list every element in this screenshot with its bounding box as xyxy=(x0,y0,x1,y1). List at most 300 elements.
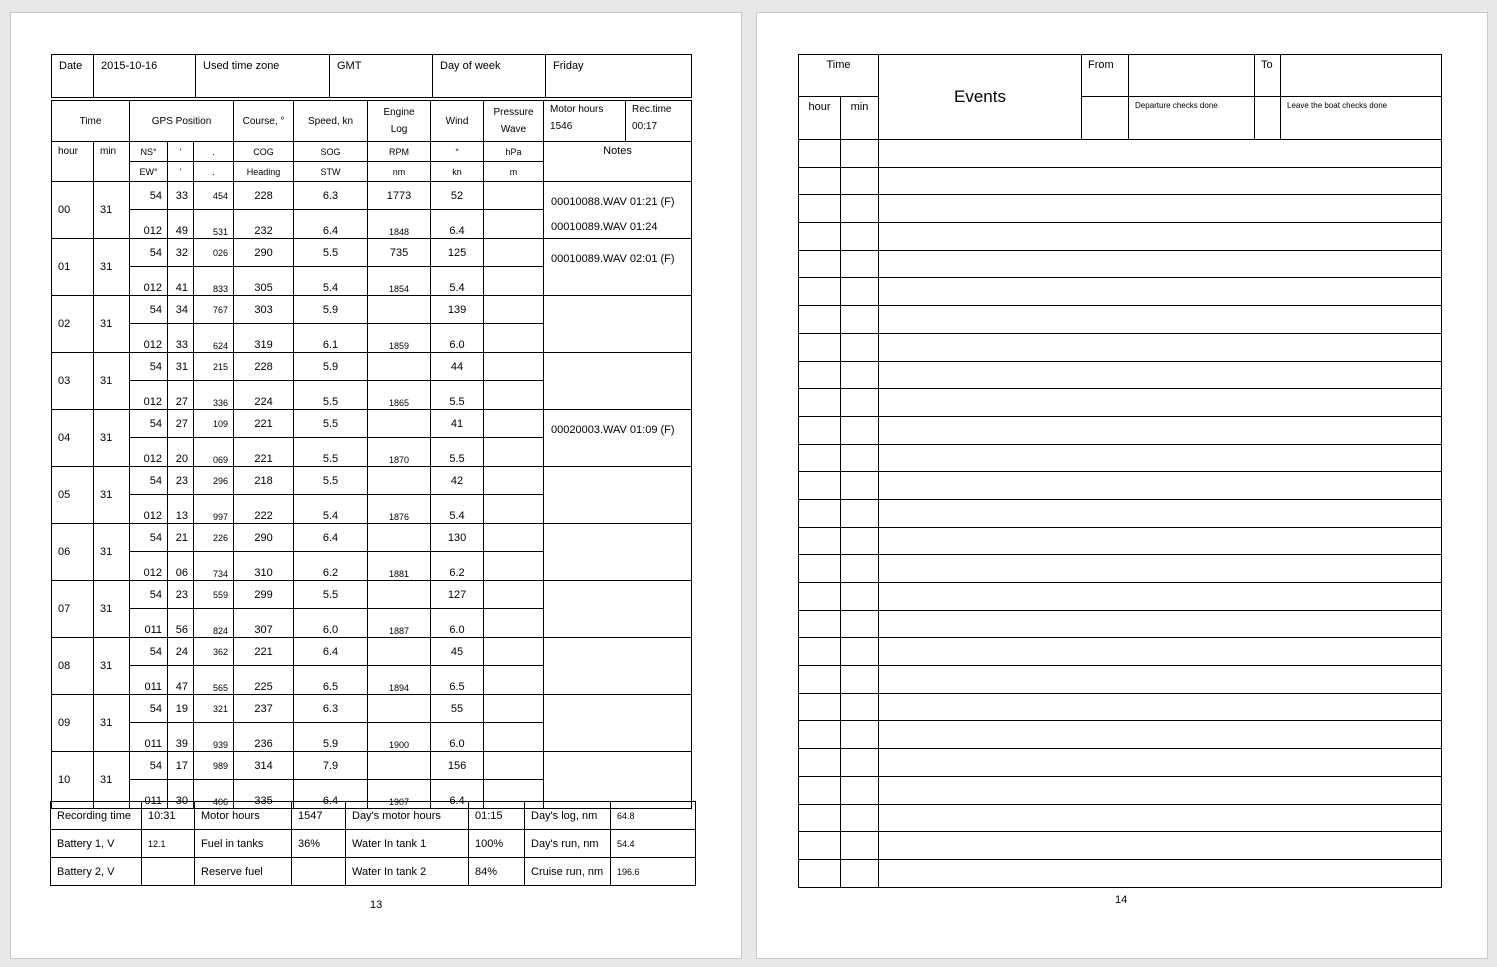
stw-cell: 5.4 xyxy=(294,495,368,524)
pressure-header xyxy=(484,101,544,142)
motor-hours-header xyxy=(544,101,626,142)
event-min-cell[interactable] xyxy=(841,555,879,583)
note-cell xyxy=(544,638,692,695)
hour-cell: 01 xyxy=(52,239,94,296)
lat-min-cell: 32 xyxy=(168,239,194,267)
event-text-cell[interactable] xyxy=(879,666,1442,694)
lat-min-cell: 27 xyxy=(168,410,194,438)
rec-time-label: Rec.time xyxy=(632,104,672,115)
heading-cell: 221 xyxy=(234,438,294,467)
event-hour-cell[interactable] xyxy=(799,472,841,500)
event-row xyxy=(799,195,1442,223)
sog-cell: 5.9 xyxy=(294,353,368,381)
wind-dir-cell: 156 xyxy=(431,752,484,780)
motor-hours-label: Motor hours xyxy=(550,104,604,115)
event-text-cell[interactable] xyxy=(879,499,1442,527)
wind-header: Wind xyxy=(431,101,484,142)
min-cell: 31 xyxy=(94,695,130,752)
wind-dir-cell: 41 xyxy=(431,410,484,438)
stw-cell: 6.5 xyxy=(294,666,368,695)
notes-header: Notes xyxy=(544,142,692,182)
event-row xyxy=(799,472,1442,500)
log-cell: 1865 xyxy=(368,381,431,410)
lat-min-header: ' xyxy=(168,142,194,162)
lat-min-cell: 19 xyxy=(168,695,194,723)
event-text-cell[interactable] xyxy=(879,555,1442,583)
leave-checks-label: Leave the boat checks done xyxy=(1281,97,1442,140)
event-row xyxy=(799,666,1442,694)
min-cell: 31 xyxy=(94,296,130,353)
table-row xyxy=(52,581,692,609)
lon-min-cell: 49 xyxy=(168,210,194,239)
event-text-cell[interactable] xyxy=(879,721,1442,749)
rpm-cell xyxy=(368,695,431,723)
event-min-cell[interactable] xyxy=(841,389,879,417)
table-row xyxy=(52,353,692,381)
event-hour-cell[interactable] xyxy=(799,333,841,361)
nm-header: nm xyxy=(368,162,431,182)
event-text-cell[interactable] xyxy=(879,527,1442,555)
wind-dir-header: ° xyxy=(431,142,484,162)
pressure-cell xyxy=(484,296,544,324)
lon-min-cell: 06 xyxy=(168,552,194,581)
lat-dec-cell: 296 xyxy=(194,467,234,495)
min-cell: 31 xyxy=(94,410,130,467)
speed-header: Speed, kn xyxy=(294,101,368,142)
cog-cell: 237 xyxy=(234,695,294,723)
lon-min-cell: 20 xyxy=(168,438,194,467)
ns-header: NS° xyxy=(130,142,168,162)
rpm-cell xyxy=(368,524,431,552)
stw-cell: 5.5 xyxy=(294,381,368,410)
note-cell xyxy=(544,695,692,752)
battery-2-label: Battery 2, V xyxy=(51,858,142,886)
wind-dir-cell: 127 xyxy=(431,581,484,609)
cog-cell: 221 xyxy=(234,638,294,666)
event-hour-cell[interactable] xyxy=(799,416,841,444)
date-value: 2015-10-16 xyxy=(94,55,196,98)
lat-min-cell: 17 xyxy=(168,752,194,780)
log-table xyxy=(51,100,692,809)
water-tank-1-value: 100% xyxy=(469,830,525,858)
reserve-fuel-value xyxy=(292,858,346,886)
leave-checkbox[interactable] xyxy=(1255,97,1281,140)
lat-min-cell: 24 xyxy=(168,638,194,666)
event-hour-cell[interactable] xyxy=(799,306,841,334)
event-min-cell[interactable] xyxy=(841,721,879,749)
cog-cell: 218 xyxy=(234,467,294,495)
engine-header xyxy=(368,101,431,142)
wave-cell xyxy=(484,267,544,296)
log-cell: 1894 xyxy=(368,666,431,695)
event-min-cell[interactable] xyxy=(841,167,879,195)
lat-deg-cell: 54 xyxy=(130,467,168,495)
lon-dec-cell: 565 xyxy=(194,666,234,695)
lat-deg-cell: 54 xyxy=(130,239,168,267)
event-min-cell[interactable] xyxy=(841,278,879,306)
event-text-cell[interactable] xyxy=(879,776,1442,804)
heading-cell: 310 xyxy=(234,552,294,581)
event-hour-cell[interactable] xyxy=(799,859,841,887)
lon-min-cell: 47 xyxy=(168,666,194,695)
min-cell: 31 xyxy=(94,752,130,809)
wind-dir-cell: 52 xyxy=(431,182,484,210)
lon-deg-cell: 011 xyxy=(130,609,168,638)
event-hour-cell[interactable] xyxy=(799,167,841,195)
ew-header: EW° xyxy=(130,162,168,182)
log-cell: 1870 xyxy=(368,438,431,467)
min-cell: 31 xyxy=(94,182,130,239)
lat-deg-cell: 54 xyxy=(130,695,168,723)
rpm-cell xyxy=(368,410,431,438)
stw-cell: 6.4 xyxy=(294,780,368,809)
sog-cell: 5.9 xyxy=(294,296,368,324)
lon-dec-cell: 939 xyxy=(194,723,234,752)
event-hour-cell[interactable] xyxy=(799,721,841,749)
event-row xyxy=(799,527,1442,555)
note-line-1: 00010089.WAV 02:01 (F) xyxy=(551,253,675,265)
note-cell xyxy=(544,467,692,524)
log-cell: 1881 xyxy=(368,552,431,581)
event-row xyxy=(799,749,1442,777)
hour-cell: 08 xyxy=(52,638,94,695)
lon-min-cell: 41 xyxy=(168,267,194,296)
lon-min-cell: 30 xyxy=(168,780,194,809)
event-hour-cell[interactable] xyxy=(799,832,841,860)
table-row xyxy=(52,182,692,210)
event-text-cell[interactable] xyxy=(879,693,1442,721)
min-cell: 31 xyxy=(94,239,130,296)
departure-checkbox[interactable] xyxy=(1082,97,1129,140)
event-row xyxy=(799,804,1442,832)
log-cell: 1854 xyxy=(368,267,431,296)
event-hour-cell[interactable] xyxy=(799,361,841,389)
event-hour-cell[interactable] xyxy=(799,250,841,278)
lat-deg-cell: 54 xyxy=(130,638,168,666)
cruise-run-value: 196.6 xyxy=(611,858,696,886)
event-min-cell[interactable] xyxy=(841,416,879,444)
event-min-cell[interactable] xyxy=(841,499,879,527)
event-text-cell[interactable] xyxy=(879,140,1442,168)
cog-header: COG xyxy=(234,142,294,162)
events-title: Events xyxy=(879,55,1082,140)
from-field[interactable] xyxy=(1129,55,1255,97)
sog-cell: 6.3 xyxy=(294,182,368,210)
event-min-cell[interactable] xyxy=(841,859,879,887)
water-tank-2-label: Water In tank 2 xyxy=(346,858,469,886)
cog-cell: 290 xyxy=(234,239,294,267)
event-row xyxy=(799,499,1442,527)
pressure-cell xyxy=(484,410,544,438)
battery-2-value xyxy=(142,858,195,886)
log-cell: 1848 xyxy=(368,210,431,239)
sog-cell: 5.5 xyxy=(294,239,368,267)
departure-checks-label: Departure checks done xyxy=(1129,97,1255,140)
event-hour-cell[interactable] xyxy=(799,195,841,223)
min-cell: 31 xyxy=(94,524,130,581)
from-label: From xyxy=(1082,55,1129,97)
event-min-cell[interactable] xyxy=(841,223,879,251)
event-row xyxy=(799,361,1442,389)
lat-dec-cell: 454 xyxy=(194,182,234,210)
sog-header: SOG xyxy=(294,142,368,162)
event-hour-cell[interactable] xyxy=(799,804,841,832)
event-row xyxy=(799,610,1442,638)
event-hour-cell[interactable] xyxy=(799,555,841,583)
event-hour-cell[interactable] xyxy=(799,693,841,721)
stw-cell: 5.5 xyxy=(294,438,368,467)
hour-cell: 03 xyxy=(52,353,94,410)
cog-cell: 314 xyxy=(234,752,294,780)
event-text-cell[interactable] xyxy=(879,804,1442,832)
lat-deg-cell: 54 xyxy=(130,752,168,780)
motor-hours-value: 1546 xyxy=(550,121,573,132)
event-hour-cell[interactable] xyxy=(799,444,841,472)
wind-kn-cell: 6.5 xyxy=(431,666,484,695)
event-text-cell[interactable] xyxy=(879,223,1442,251)
wave-cell xyxy=(484,210,544,239)
event-hour-cell[interactable] xyxy=(799,527,841,555)
event-min-cell[interactable] xyxy=(841,832,879,860)
hour-cell: 05 xyxy=(52,467,94,524)
wave-cell xyxy=(484,495,544,524)
lon-min-cell: 33 xyxy=(168,324,194,353)
event-row xyxy=(799,693,1442,721)
lon-min-cell: 13 xyxy=(168,495,194,524)
table-row xyxy=(52,239,692,267)
pressure-cell xyxy=(484,239,544,267)
event-min-cell[interactable] xyxy=(841,472,879,500)
pressure-cell xyxy=(484,524,544,552)
days-run-value: 54.4 xyxy=(611,830,696,858)
event-min-cell[interactable] xyxy=(841,666,879,694)
course-header: Course, ° xyxy=(234,101,294,142)
wave-cell xyxy=(484,609,544,638)
wind-kn-cell: 6.0 xyxy=(431,723,484,752)
event-min-cell[interactable] xyxy=(841,361,879,389)
lon-deg-cell: 012 xyxy=(130,552,168,581)
lon-deg-cell: 012 xyxy=(130,381,168,410)
lat-min-cell: 23 xyxy=(168,581,194,609)
event-min-cell[interactable] xyxy=(841,140,879,168)
lon-min-cell: 27 xyxy=(168,381,194,410)
hour-cell: 09 xyxy=(52,695,94,752)
min-cell: 31 xyxy=(94,638,130,695)
cog-cell: 228 xyxy=(234,182,294,210)
log-header-table xyxy=(51,54,692,98)
reserve-fuel-label: Reserve fuel xyxy=(195,858,292,886)
events-min-header: min xyxy=(841,97,879,140)
lon-min-cell: 39 xyxy=(168,723,194,752)
lat-deg-cell: 54 xyxy=(130,410,168,438)
pressure-cell xyxy=(484,182,544,210)
rpm-cell xyxy=(368,752,431,780)
table-row xyxy=(52,410,692,438)
days-log-value: 64.8 xyxy=(611,802,696,830)
event-hour-cell[interactable] xyxy=(799,389,841,417)
event-min-cell[interactable] xyxy=(841,583,879,611)
lon-deg-cell: 011 xyxy=(130,666,168,695)
wind-kn-cell: 5.5 xyxy=(431,438,484,467)
pressure-cell xyxy=(484,353,544,381)
event-text-cell[interactable] xyxy=(879,859,1442,887)
rpm-cell: 1773 xyxy=(368,182,431,210)
cog-cell: 303 xyxy=(234,296,294,324)
rpm-cell xyxy=(368,581,431,609)
event-hour-cell[interactable] xyxy=(799,638,841,666)
event-min-cell[interactable] xyxy=(841,804,879,832)
event-text-cell[interactable] xyxy=(879,389,1442,417)
event-text-cell[interactable] xyxy=(879,250,1442,278)
event-text-cell[interactable] xyxy=(879,444,1442,472)
event-row xyxy=(799,776,1442,804)
table-row xyxy=(52,467,692,495)
event-hour-cell[interactable] xyxy=(799,610,841,638)
event-row xyxy=(799,140,1442,168)
events-table xyxy=(798,54,1442,888)
event-min-cell[interactable] xyxy=(841,195,879,223)
recording-time-value: 10:31 xyxy=(142,802,195,830)
event-row xyxy=(799,250,1442,278)
wind-kn-cell: 5.4 xyxy=(431,267,484,296)
sog-cell: 6.3 xyxy=(294,695,368,723)
pressure-cell xyxy=(484,581,544,609)
wind-kn-cell: 6.4 xyxy=(431,210,484,239)
lat-dec-cell: 321 xyxy=(194,695,234,723)
note-line-2: 00010089.WAV 01:24 xyxy=(551,221,658,233)
heading-cell: 225 xyxy=(234,666,294,695)
engine-label: Engine xyxy=(383,107,415,118)
lon-deg-cell: 011 xyxy=(130,780,168,809)
note-line-1: 00010088.WAV 01:21 (F) xyxy=(551,196,675,208)
wind-kn-cell: 5.5 xyxy=(431,381,484,410)
event-min-cell[interactable] xyxy=(841,527,879,555)
event-min-cell[interactable] xyxy=(841,610,879,638)
heading-cell: 305 xyxy=(234,267,294,296)
lon-dec-cell: 624 xyxy=(194,324,234,353)
fuel-label: Fuel in tanks xyxy=(195,830,292,858)
page-number: 14 xyxy=(1115,894,1128,906)
event-min-cell[interactable] xyxy=(841,693,879,721)
pressure-cell xyxy=(484,695,544,723)
hour-header: hour xyxy=(52,142,94,182)
event-hour-cell[interactable] xyxy=(799,499,841,527)
cog-cell: 290 xyxy=(234,524,294,552)
pressure-label: Pressure xyxy=(493,107,534,118)
wave-cell xyxy=(484,381,544,410)
event-hour-cell[interactable] xyxy=(799,666,841,694)
page-13 xyxy=(10,12,742,959)
event-text-cell[interactable] xyxy=(879,749,1442,777)
to-field[interactable] xyxy=(1281,55,1442,97)
pressure-cell xyxy=(484,467,544,495)
event-min-cell[interactable] xyxy=(841,333,879,361)
stw-cell: 6.0 xyxy=(294,609,368,638)
event-hour-cell[interactable] xyxy=(799,140,841,168)
lat-dec-cell: 109 xyxy=(194,410,234,438)
wind-dir-cell: 55 xyxy=(431,695,484,723)
heading-cell: 319 xyxy=(234,324,294,353)
lat-min-cell: 21 xyxy=(168,524,194,552)
lat-deg-cell: 54 xyxy=(130,182,168,210)
hour-cell: 06 xyxy=(52,524,94,581)
event-text-cell[interactable] xyxy=(879,195,1442,223)
lon-dec-cell: 824 xyxy=(194,609,234,638)
event-text-cell[interactable] xyxy=(879,333,1442,361)
wind-dir-cell: 45 xyxy=(431,638,484,666)
event-row xyxy=(799,555,1442,583)
lon-dec-cell: 734 xyxy=(194,552,234,581)
wind-kn-cell: 6.2 xyxy=(431,552,484,581)
event-min-cell[interactable] xyxy=(841,250,879,278)
event-min-cell[interactable] xyxy=(841,444,879,472)
event-min-cell[interactable] xyxy=(841,306,879,334)
wind-kn-cell: 5.4 xyxy=(431,495,484,524)
cog-cell: 221 xyxy=(234,410,294,438)
lat-deg-cell: 54 xyxy=(130,353,168,381)
lat-dec-cell: 559 xyxy=(194,581,234,609)
event-hour-cell[interactable] xyxy=(799,278,841,306)
event-text-cell[interactable] xyxy=(879,361,1442,389)
log-cell: 1900 xyxy=(368,723,431,752)
event-text-cell[interactable] xyxy=(879,167,1442,195)
event-min-cell[interactable] xyxy=(841,638,879,666)
event-hour-cell[interactable] xyxy=(799,749,841,777)
lon-min-cell: 56 xyxy=(168,609,194,638)
sog-cell: 5.5 xyxy=(294,467,368,495)
event-text-cell[interactable] xyxy=(879,278,1442,306)
pressure-cell xyxy=(484,752,544,780)
event-text-cell[interactable] xyxy=(879,610,1442,638)
event-text-cell[interactable] xyxy=(879,638,1442,666)
lat-dec-header: . xyxy=(194,142,234,162)
event-min-cell[interactable] xyxy=(841,749,879,777)
lon-dec-cell: 531 xyxy=(194,210,234,239)
event-row xyxy=(799,306,1442,334)
cog-cell: 299 xyxy=(234,581,294,609)
hpa-header: hPa xyxy=(484,142,544,162)
event-hour-cell[interactable] xyxy=(799,583,841,611)
event-text-cell[interactable] xyxy=(879,832,1442,860)
hour-cell: 07 xyxy=(52,581,94,638)
wave-cell xyxy=(484,552,544,581)
event-row xyxy=(799,333,1442,361)
time-header: Time xyxy=(52,101,130,142)
event-text-cell[interactable] xyxy=(879,306,1442,334)
date-label: Date xyxy=(52,55,94,98)
event-row xyxy=(799,389,1442,417)
timezone-value: GMT xyxy=(330,55,433,98)
event-row xyxy=(799,583,1442,611)
min-cell: 31 xyxy=(94,353,130,410)
event-text-cell[interactable] xyxy=(879,583,1442,611)
event-min-cell[interactable] xyxy=(841,776,879,804)
event-text-cell[interactable] xyxy=(879,416,1442,444)
rec-time-header xyxy=(626,101,692,142)
lon-dec-cell: 833 xyxy=(194,267,234,296)
event-hour-cell[interactable] xyxy=(799,776,841,804)
lon-deg-cell: 012 xyxy=(130,324,168,353)
event-text-cell[interactable] xyxy=(879,472,1442,500)
event-row xyxy=(799,416,1442,444)
event-hour-cell[interactable] xyxy=(799,223,841,251)
hour-cell: 04 xyxy=(52,410,94,467)
stw-cell: 6.4 xyxy=(294,210,368,239)
wind-dir-cell: 44 xyxy=(431,353,484,381)
days-log-label: Day's log, nm xyxy=(525,802,611,830)
heading-cell: 236 xyxy=(234,723,294,752)
battery-1-label: Battery 1, V xyxy=(51,830,142,858)
